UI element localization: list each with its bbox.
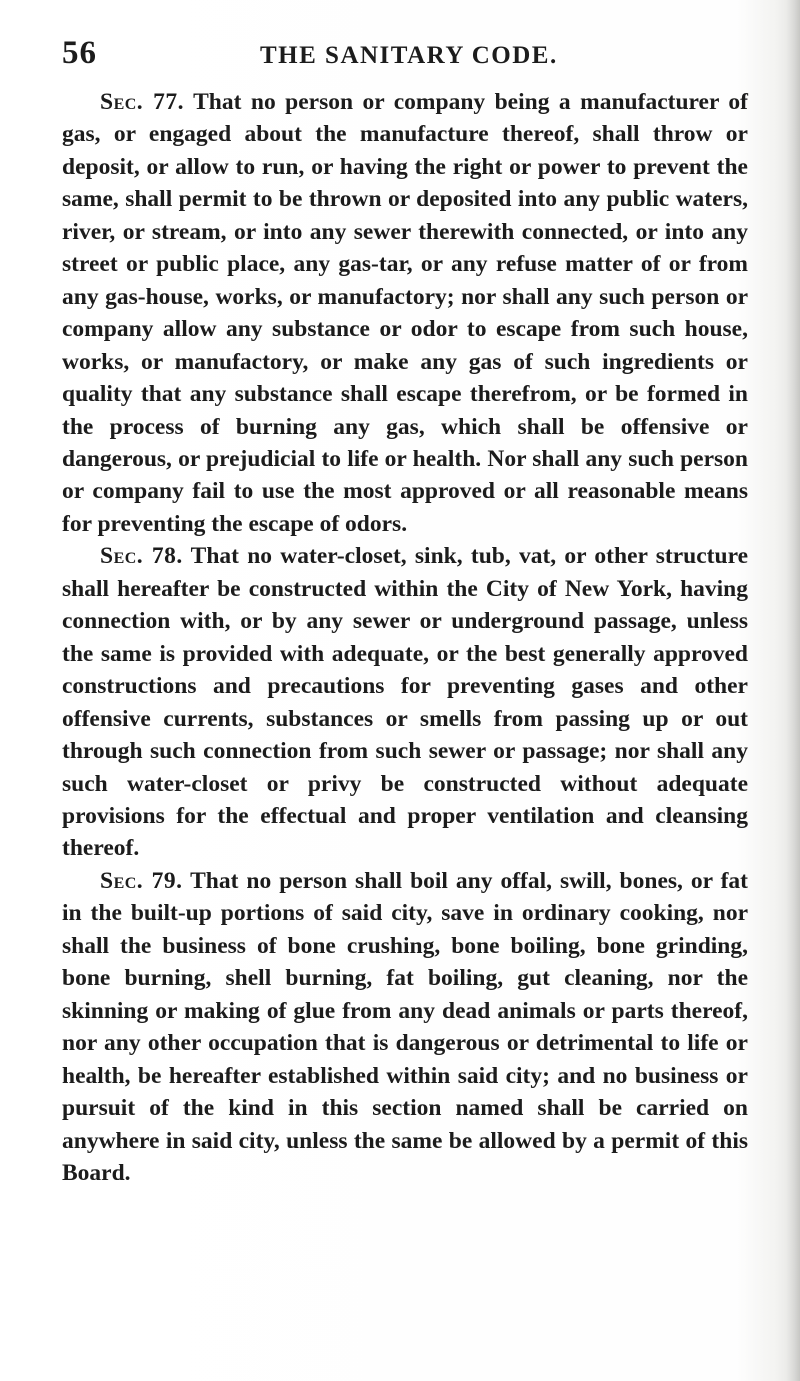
page-header (62, 33, 742, 73)
section-77 (62, 86, 748, 540)
section-78 (62, 540, 748, 865)
page-number: 56 (62, 35, 97, 71)
section-label: Sec. 77. (100, 89, 185, 115)
section-79 (62, 865, 748, 1190)
section-label: Sec. 79. (100, 867, 183, 894)
section-text: That no water-closet, sink, tub, vat, or other structure shall hereafter be constructed within the City of New York, having connection with, or by any sewer or underground passage, unless the same is provided with adequate, or the best generally approved constructions and precautions for preventing gases and other offensive currents, substances or smells from passing up or out through such connection from such sewer or passage; nor shall any such water-closet or privy be constructed without adequate provisions for the effectual and proper ventilation and cleansing thereof. (62, 543, 749, 862)
running-head: THE SANITARY CODE. (260, 42, 558, 69)
section-text: That no person shall boil any offal, swill, bones, or fat in the built-up portions of said city, save in ordinary cooking, nor shall the business of bone crushing, bone boiling, bone grinding, bone burning, shell burning, fat boiling, gut cleaning, nor the skinning or making of glue from any dead animals or parts thereof, nor any other occupation that is dangerous or detrimental to life or health, be hereafter established within said city; and no business or pursuit of the kind in this section named shall be carried on anywhere in said city, unless the same be allowed by a permit of this Board. (62, 867, 749, 1186)
page-edge-shadow (786, 0, 800, 1381)
page-body (62, 86, 748, 1189)
section-text: That no person or company being a manufacturer of gas, or engaged about the manufacture thereof, shall throw or deposit, or allow to run, or having the right or power to prevent the same, shall permit to be thrown or deposited into any public waters, river, or stream, or into any sewer therewith connected, or into any street or public place, any gas-tar, or any refuse matter of or from any gas-house, works, or manufactory; nor shall any such person or company allow any substance or odor to escape from such house, works, or manufactory, or make any gas of such ingredients or quality that any substance shall escape therefrom, or be formed in the process of burning any gas, which shall be offensive or dangerous, or prejudicial to life or health. Nor shall any such person or company fail to use the most approved or all reasonable means for preventing the escape of odors. (62, 89, 749, 537)
section-label: Sec. 78. (100, 543, 183, 570)
